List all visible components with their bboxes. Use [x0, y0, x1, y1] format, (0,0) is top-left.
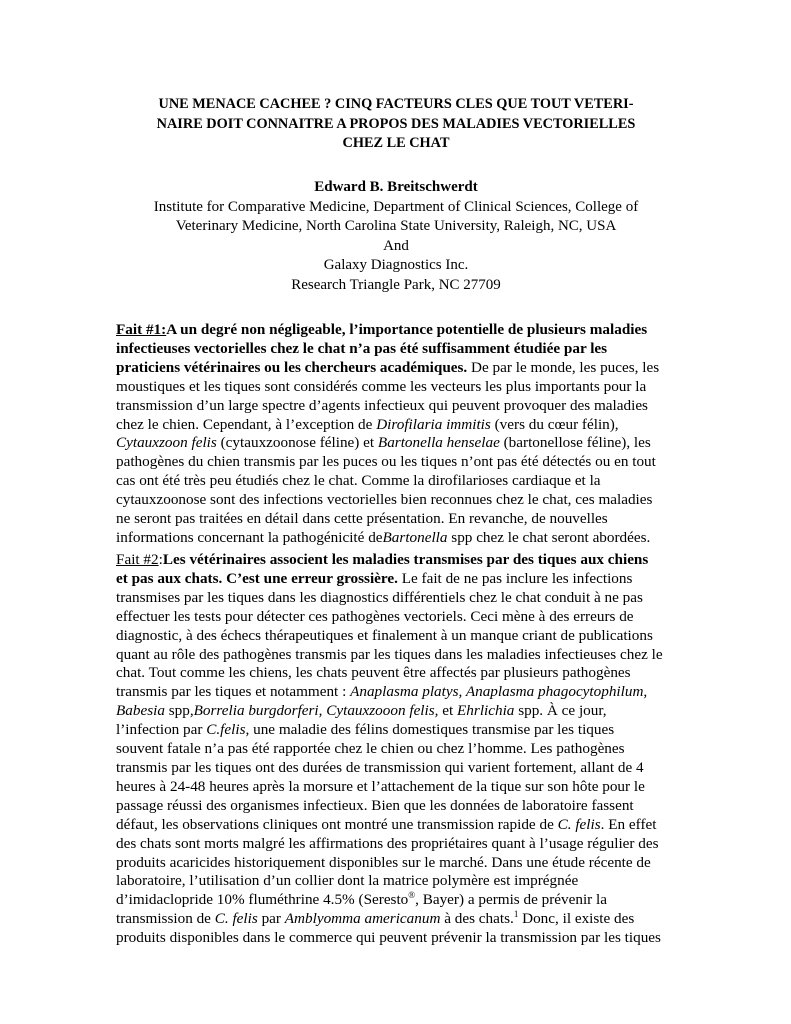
affiliation-line: Galaxy Diagnostics Inc. — [323, 257, 469, 273]
fact-1-label: Fait #1: — [116, 321, 167, 338]
species-name: Ehrlichia — [457, 702, 515, 720]
body-text: spp, — [164, 702, 194, 720]
body-text: (vers du cœur félin), — [490, 415, 619, 433]
title-line: UNE MENACE CACHEE ? CINQ FACTEURS CLES QUE TOUT VETERI- — [158, 96, 634, 112]
body-text: Donc, il existe des — [518, 910, 635, 928]
body-text: une maladie des félins domestiques transmise par les tiques — [249, 721, 615, 739]
fact-2-heading: Les vétérinaires associent les maladies transmises par des tiques aux chiens — [162, 551, 649, 568]
fact-2-heading: et pas aux chats. C’est une erreur grossière. — [116, 569, 398, 587]
body-text: De par le monde, les puces, les — [467, 358, 660, 376]
body-text: (cytauxzoonose féline) et — [216, 434, 378, 452]
body-text: ne seront pas traitées en détail dans cette présentation. En revanche, de nouvelles — [116, 510, 608, 528]
body-text: par — [257, 910, 285, 928]
body-text: , Bayer) a permis de prévenir la — [415, 891, 607, 909]
body-text: produits acaricides historiquement disponibles sur le marché. Dans une étude récente de — [116, 853, 651, 871]
affiliation-line: Research Triangle Park, NC 27709 — [291, 276, 501, 293]
species-name: Cytauxzoon felis — [116, 434, 217, 452]
species-name: Bartonella henselae — [377, 434, 500, 452]
body-text: moustiques et les tiques sont considérés comme les vecteurs les plus importants pour la — [116, 377, 647, 395]
body-text: chat. Tout comme les chiens, les chats peuvent être affectés par plusieurs pathogènes — [116, 664, 631, 682]
body-text: transmission de — [116, 910, 215, 928]
fact-1-paragraph — [116, 321, 691, 548]
body-text: informations concernant la pathogénicité de — [116, 528, 383, 546]
species-name: C. felis — [214, 910, 258, 928]
body-text: produits disponibles dans le commerce qui peuvent prévenir la transmission par les tiques — [116, 929, 661, 947]
affiliation-line: And — [383, 237, 409, 254]
title-line: NAIRE DOIT CONNAITRE A PROPOS DES MALADIES VECTORIELLES — [156, 115, 636, 132]
title-line: CHEZ LE CHAT — [342, 135, 450, 151]
body-text: passage réussi des organismes infectieux. Bien que les données de laboratoire fassent — [116, 796, 634, 814]
fact-2-label: Fait #2 — [116, 551, 159, 568]
author-name: Edward B. Breitschwerdt — [314, 179, 478, 195]
document-title — [116, 95, 676, 154]
body-text: laboratoire, l’utilisation d’un collier dont la matrice polymère est imprégnée — [116, 872, 579, 890]
body-text: souvent fatale n’a pas été rapportée chez le chien ou chez l’homme. Les pathogènes — [116, 740, 625, 758]
body-text: heures à 24-48 heures après la morsure et l’attachement de la tique sur son hôte pour le — [116, 777, 645, 795]
body-text: transmission d’un large spectre d’agents infectieux qui peuvent provoquer des maladies — [116, 396, 648, 414]
body-text: diagnostic, à des échecs thérapeutiques et finalement à un manque criant de publications — [116, 626, 653, 644]
body-text: et — [438, 702, 458, 720]
species-name: C.felis, — [206, 721, 250, 739]
body-text: : — [158, 551, 163, 568]
species-name: Dirofilaria immitis — [376, 415, 491, 433]
species-name: Borrelia burgdorferi, Cytauxzooon felis, — [193, 702, 439, 720]
affiliation-line: Institute for Comparative Medicine, Department of Clinical Sciences, College of — [153, 198, 639, 215]
body-text: défaut, les observations cliniques ont montré une transmission rapide de — [116, 815, 558, 833]
fact-1-heading: praticiens vétérinaires ou les chercheurs académiques. — [116, 358, 468, 376]
registered-mark: ® — [408, 890, 416, 901]
body-text: d’imidaclopride 10% fluméthrine 4.5% (Seresto — [116, 891, 409, 909]
body-text: pathogènes du chien transmis par les puces ou les tiques n’ont pas été détectés ou en tout — [116, 453, 656, 471]
fact-1-heading: A un degré non négligeable, l’importance potentielle de plusieurs maladies — [166, 321, 648, 338]
footnote-ref: 1 — [513, 909, 519, 920]
body-text: transmis par les tiques ont des durées de transmission qui varient fortement, allant de 4 — [116, 758, 644, 776]
body-text: des chats sont morts malgré les affirmations des propriétaires quant à l’usage régulier des — [116, 834, 659, 852]
species-name: C. felis — [557, 815, 601, 833]
species-name: Amblyomma americanum — [284, 910, 441, 928]
fact-2-paragraph — [116, 551, 691, 948]
body-text: cas ont été très peu étudiés chez le chat. Comme la dirofilarioses cardiaque et la — [116, 472, 601, 490]
affiliation-line: Veterinary Medicine, North Carolina State University, Raleigh, NC, USA — [175, 218, 617, 234]
species-name: Bartonella — [382, 528, 448, 546]
body-text: chez le chien. Cependant, à l’exception de — [116, 415, 377, 433]
species-name: Anaplasma platys, Anaplasma phagocytophilum, — [350, 683, 648, 701]
body-text: l’infection par — [116, 721, 207, 739]
author-block — [96, 178, 696, 295]
body-text: Le fait de ne pas inclure les infections — [397, 569, 633, 587]
body-text: effectuer les tests pour détecter ces pathogènes vectoriels. Ceci mène à des erreurs de — [116, 607, 634, 625]
body-text: spp. À ce jour, — [514, 702, 607, 720]
body-text: à des chats. — [440, 910, 514, 928]
body-text: transmises par les tiques dans les diagnostics différentiels chez le chat conduit à ne pas — [116, 588, 643, 606]
body-text: transmis par les tiques et notamment : — [116, 683, 351, 701]
species-name: Babesia — [116, 702, 165, 720]
body-text: quant au rôle des pathogènes transmis par les tiques dans les maladies infectieuses chez le — [116, 645, 663, 663]
body-text: spp chez le chat seront abordées. — [447, 528, 651, 546]
body-text: (bartonellose féline), les — [499, 434, 651, 452]
fact-1-heading: infectieuses vectorielles chez le chat n’a pas été suffisamment étudiée par les — [116, 339, 608, 357]
body-text: . En effet — [600, 815, 657, 833]
body-text: cytauxzoonose sont des infections vectorielles bien reconnues chez le chat, ces maladies — [116, 491, 653, 509]
